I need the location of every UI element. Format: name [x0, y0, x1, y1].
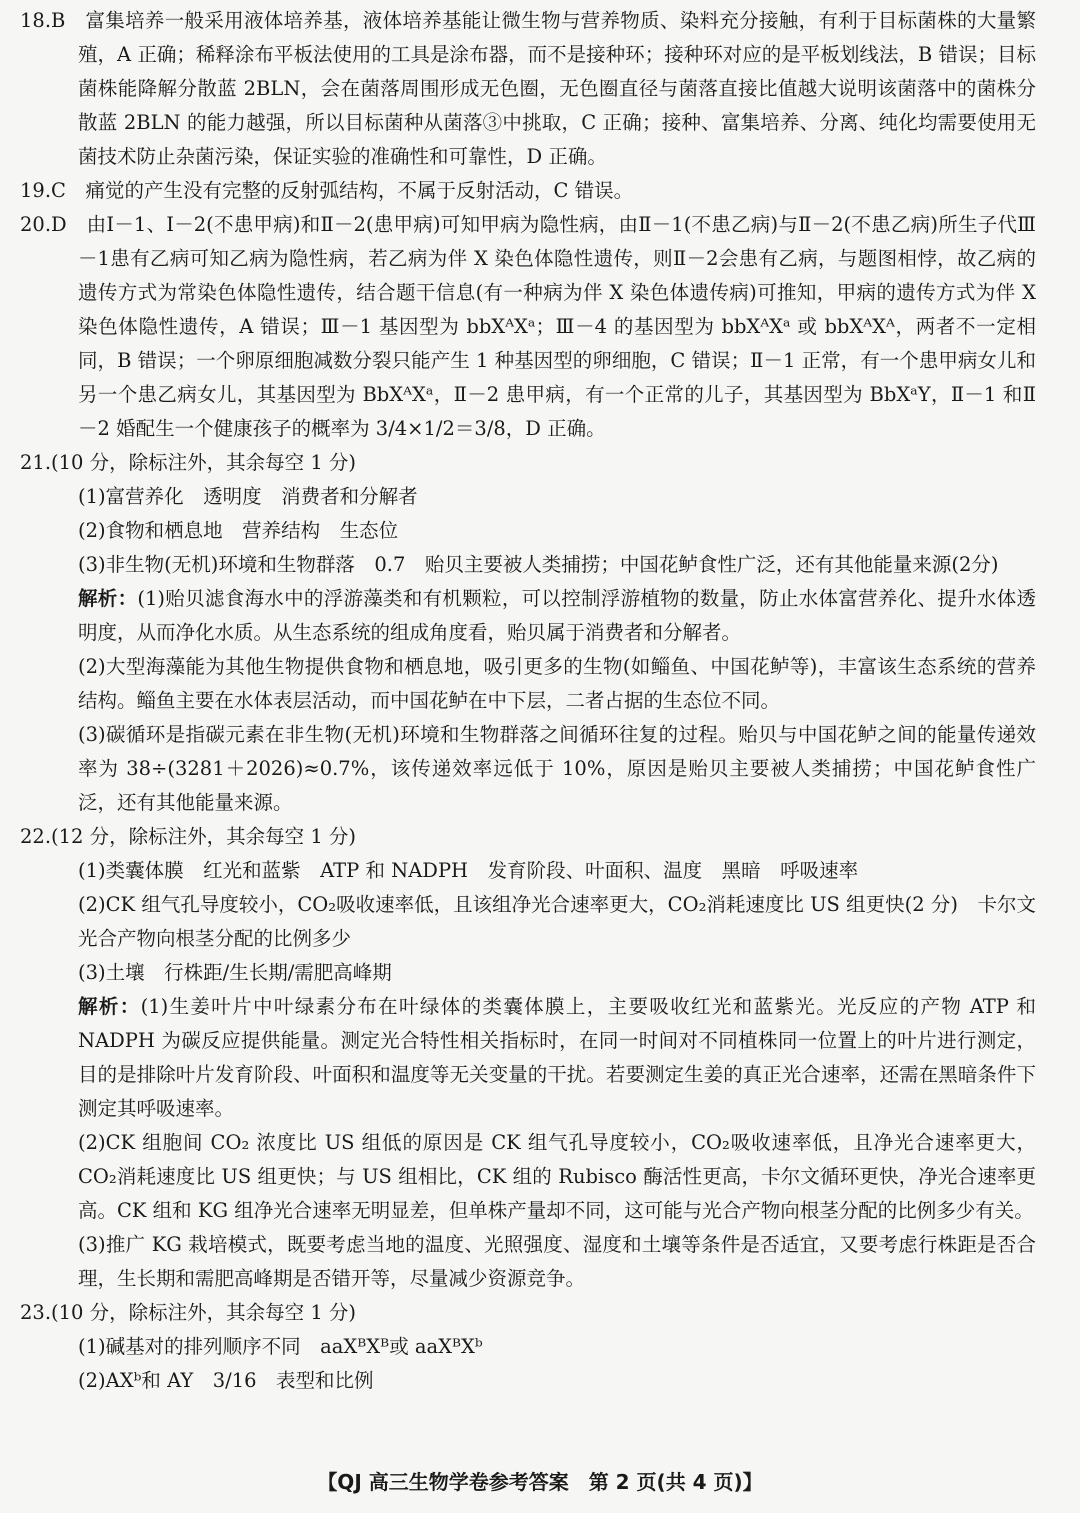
q21-analysis-1-text: (1)贻贝滤食海水中的浮游藻类和有机颗粒，可以控制浮游植物的数量，防止水体富营养化、提升水体透明度，从而净化水质。从生态系统的组成角度看，贻贝属于消费者和分解者。 [78, 587, 1036, 644]
q21-answer-2: (2)食物和栖息地 营养结构 生态位 [78, 519, 399, 542]
q21-heading: 21.(10 分，除标注外，其余每空 1 分) [20, 451, 357, 474]
q20-answer [20, 208, 1036, 446]
q22-answer-1: (1)类囊体膜 红光和蓝紫 ATP 和 NADPH 发育阶段、叶面积、温度 黑暗 呼吸速率 [78, 859, 859, 882]
q20-number: 20.D [20, 213, 67, 236]
q19-text: 痛觉的产生没有完整的反射弧结构，不属于反射活动，C 错误。 [85, 179, 634, 202]
q22-answer-3: (3)土壤 行株距/生长期/需肥高峰期 [78, 961, 392, 984]
q22-analysis-1 [20, 990, 1036, 1126]
q21-analysis-2: (2)大型海藻能为其他生物提供食物和栖息地，吸引更多的生物(如鲻鱼、中国花鲈等)，丰富该生态系统的营养结构。鲻鱼主要在水体表层活动，而中国花鲈在中下层，二者占据的生态位不同。 [78, 655, 1036, 712]
page-footer: 【QJ 高三生物学卷参考答案 第 2 页(共 4 页)】 [317, 1470, 763, 1494]
q21-analysis-3: (3)碳循环是指碳元素在非生物(无机)环境和生物群落之间循环往复的过程。贻贝与中国花鲈之间的能量传递效率为 38÷(3281＋2026)≈0.7%，该传递效率远低于 10%，原因是贻贝主要被人类捕捞；中国花鲈食性广泛，还有其他能量来源。 [78, 723, 1036, 814]
q18-text: 富集培养一般采用液体培养基，液体培养基能让微生物与营养物质、染料充分接触，有利于目标菌株的大量繁殖，A 正确；稀释涂布平板法使用的工具是涂布器，而不是接种环；接种环对应的是平板划线法，B 错误；目标菌株能降解分散蓝 2BLN，会在菌落周围形成无色圈，无色圈直径与菌落直接比值越大说明该菌落中的菌株分散蓝 2BLN 的能力越强，所以目标菌种从菌落③中挑取，C 正确；接种、富集培养、分离、纯化均需要使用无菌技术防止杂菌污染，保证实验的准确性和可靠性，D 正确。 [78, 9, 1036, 168]
q21-answer-3: (3)非生物(无机)环境和生物群落 0.7 贻贝主要被人类捕捞；中国花鲈食性广泛，还有其他能量来源(2分) [78, 553, 999, 576]
analysis-label: 解析： [78, 587, 138, 610]
q22-heading: 22.(12 分，除标注外，其余每空 1 分) [20, 825, 357, 848]
analysis-label: 解析： [78, 995, 141, 1018]
q18-answer [20, 4, 1036, 174]
q20-text: 由Ⅰ－1、Ⅰ－2(不患甲病)和Ⅱ－2(患甲病)可知甲病为隐性病，由Ⅱ－1(不患乙病)与Ⅱ－2(不患乙病)所生子代Ⅲ－1患有乙病可知乙病为隐性病，若乙病为伴 X 染色体隐性遗传，则Ⅱ－2会患有乙病，与题图相悖，故乙病的遗传方式为常染色体隐性遗传，结合题干信息(有一种病为伴 X 染色体遗传病)可推知，甲病的遗传方式为伴 X 染色体隐性遗传，A 错误；Ⅲ－1 基因型为 bbXᴬXᵃ；Ⅲ－4 的基因型为 bbXᴬXᵃ 或 bbXᴬXᴬ，两者不一定相同，B 错误；一个卵原细胞减数分裂只能产生 1 种基因型的卵细胞，C 错误；Ⅱ－1 正常，有一个患甲病女儿和另一个患乙病女儿，其基因型为 BbXᴬXᵃ，Ⅱ－2 患甲病，有一个正常的儿子，其基因型为 BbXᵃY，Ⅱ－1 和Ⅱ－2 婚配生一个健康孩子的概率为 3/4×1/2＝3/8，D 正确。 [78, 213, 1036, 440]
q21-analysis-1 [20, 582, 1036, 650]
q22-analysis-2: (2)CK 组胞间 CO₂ 浓度比 US 组低的原因是 CK 组气孔导度较小，CO₂吸收速率低，且净光合速率更大，CO₂消耗速度比 US 组更快；与 US 组相比，CK 组的 Rubisco 酶活性更高，卡尔文循环更快，净光合速率更高。CK 组和 KG 组净光合速率无明显差，但单株产量却不同，这可能与光合产物向根茎分配的比例多少有关。 [78, 1131, 1036, 1222]
q18-number: 18.B [20, 9, 66, 32]
q19-answer [20, 174, 1036, 208]
q23-answer-2: (2)AXᵇ和 AY 3/16 表型和比例 [78, 1369, 374, 1392]
q21-answer-1: (1)富营养化 透明度 消费者和分解者 [78, 485, 418, 508]
q22-analysis-3: (3)推广 KG 栽培模式，既要考虑当地的温度、光照强度、湿度和土壤等条件是否适宜，又要考虑行株距是否合理，生长期和需肥高峰期是否错开等，尽量减少资源竞争。 [78, 1233, 1036, 1290]
q22-answer-2: (2)CK 组气孔导度较小，CO₂吸收速率低，且该组净光合速率更大，CO₂消耗速度比 US 组更快(2 分) 卡尔文 光合产物向根茎分配的比例多少 [78, 893, 1056, 950]
q22-analysis-1-text: (1)生姜叶片中叶绿素分布在叶绿体的类囊体膜上，主要吸收红光和蓝紫光。光反应的产物 ATP 和 NADPH 为碳反应提供能量。测定光合特性相关指标时，在同一时间对不同植株同一位置上的叶片进行测定，目的是排除叶片发育阶段、叶面积和温度等无关变量的干扰。若要测定生姜的真正光合速率，还需在黑暗条件下测定其呼吸速率。 [78, 995, 1036, 1120]
q23-answer-1: (1)碱基对的排列顺序不同 aaXᴮXᴮ或 aaXᴮXᵇ [78, 1335, 483, 1358]
q19-number: 19.C [20, 179, 66, 202]
q23-heading: 23.(10 分，除标注外，其余每空 1 分) [20, 1301, 357, 1324]
